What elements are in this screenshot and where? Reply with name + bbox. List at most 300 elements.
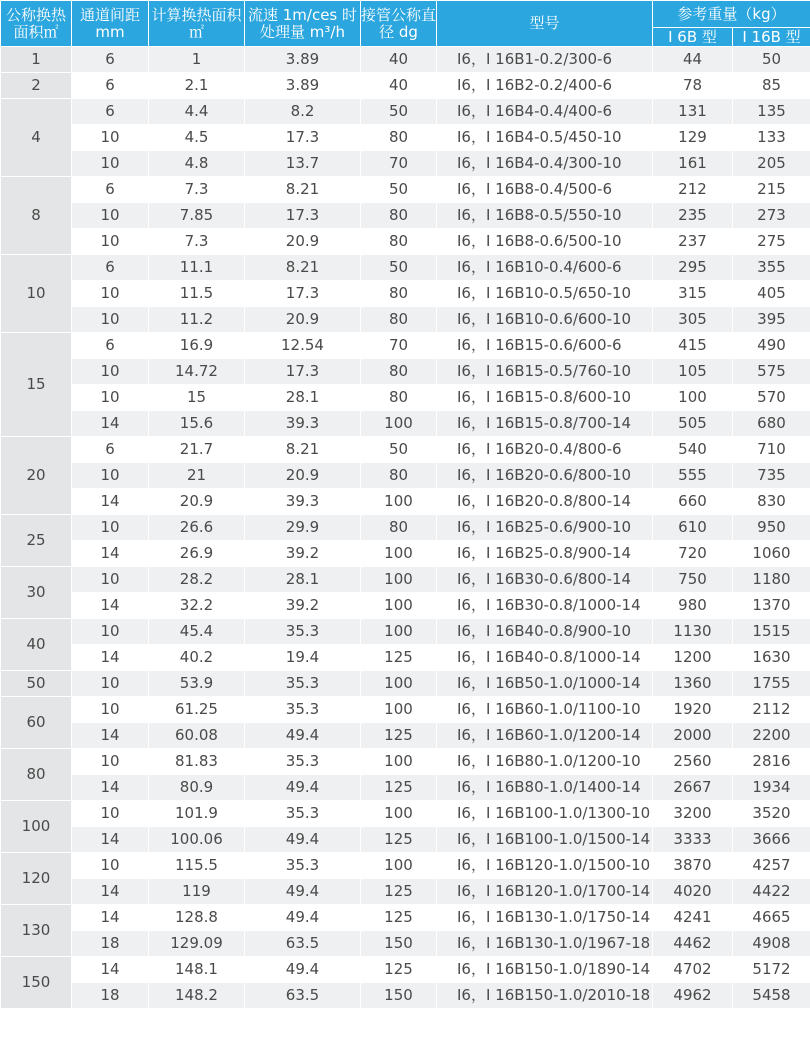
gap-cell: 6: [72, 437, 149, 463]
flow-cell: 39.3: [245, 489, 361, 515]
pipe-cell: 100: [361, 697, 437, 723]
model-cell: I6，I 16B25-0.6/900-10: [437, 515, 653, 541]
weight-16b-cell: 5458: [733, 983, 810, 1009]
gap-cell: 10: [72, 151, 149, 177]
calc-area-cell: 101.9: [149, 801, 245, 827]
gap-cell: 18: [72, 931, 149, 957]
weight-16b-cell: 1515: [733, 619, 810, 645]
weight-6b-cell: 3870: [653, 853, 733, 879]
pipe-cell: 80: [361, 307, 437, 333]
gap-cell: 14: [72, 905, 149, 931]
table-row: [1, 437, 810, 463]
flow-cell: 49.4: [245, 827, 361, 853]
model-cell: I6，I 16B150-1.0/2010-18: [437, 983, 653, 1009]
weight-16b-cell: 133: [733, 125, 810, 151]
table-row: [1, 307, 810, 333]
weight-16b-cell: 215: [733, 177, 810, 203]
calc-area-cell: 21.7: [149, 437, 245, 463]
model-cell: I6，I 16B25-0.8/900-14: [437, 541, 653, 567]
area-cell: 50: [1, 671, 72, 697]
calc-area-cell: 11.2: [149, 307, 245, 333]
gap-cell: 10: [72, 853, 149, 879]
flow-cell: 20.9: [245, 463, 361, 489]
pipe-cell: 70: [361, 333, 437, 359]
table-row: [1, 203, 810, 229]
weight-16b-cell: 85: [733, 73, 810, 99]
pipe-cell: 100: [361, 671, 437, 697]
table-row: [1, 931, 810, 957]
flow-cell: 35.3: [245, 801, 361, 827]
table-row: [1, 359, 810, 385]
flow-cell: 63.5: [245, 931, 361, 957]
model-cell: I6，I 16B50-1.0/1000-14: [437, 671, 653, 697]
pipe-cell: 150: [361, 931, 437, 957]
calc-area-cell: 15.6: [149, 411, 245, 437]
pipe-cell: 50: [361, 177, 437, 203]
header-weight-16b: I 16B 型: [733, 28, 810, 47]
model-cell: I6，I 16B100-1.0/1500-14: [437, 827, 653, 853]
table-row: [1, 905, 810, 931]
calc-area-cell: 2.1: [149, 73, 245, 99]
weight-16b-cell: 1180: [733, 567, 810, 593]
flow-cell: 35.3: [245, 749, 361, 775]
pipe-cell: 80: [361, 515, 437, 541]
calc-area-cell: 14.72: [149, 359, 245, 385]
weight-6b-cell: 315: [653, 281, 733, 307]
area-cell: 10: [1, 255, 72, 333]
calc-area-cell: 7.3: [149, 229, 245, 255]
gap-cell: 10: [72, 515, 149, 541]
weight-6b-cell: 980: [653, 593, 733, 619]
table-row: [1, 619, 810, 645]
weight-6b-cell: 1360: [653, 671, 733, 697]
model-cell: I6，I 16B120-1.0/1500-10: [437, 853, 653, 879]
model-cell: I6，I 16B130-1.0/1967-18: [437, 931, 653, 957]
pipe-cell: 125: [361, 879, 437, 905]
flow-cell: 3.89: [245, 47, 361, 73]
weight-16b-cell: 680: [733, 411, 810, 437]
weight-16b-cell: 395: [733, 307, 810, 333]
calc-area-cell: 115.5: [149, 853, 245, 879]
calc-area-cell: 119: [149, 879, 245, 905]
weight-16b-cell: 4665: [733, 905, 810, 931]
weight-6b-cell: 750: [653, 567, 733, 593]
calc-area-cell: 128.8: [149, 905, 245, 931]
flow-cell: 8.2: [245, 99, 361, 125]
model-cell: I6，I 16B120-1.0/1700-14: [437, 879, 653, 905]
model-cell: I6，I 16B20-0.4/800-6: [437, 437, 653, 463]
model-cell: I6，I 16B10-0.6/600-10: [437, 307, 653, 333]
flow-cell: 20.9: [245, 307, 361, 333]
gap-cell: 14: [72, 775, 149, 801]
pipe-cell: 80: [361, 385, 437, 411]
pipe-cell: 150: [361, 983, 437, 1009]
pipe-cell: 125: [361, 723, 437, 749]
weight-16b-cell: 4422: [733, 879, 810, 905]
weight-16b-cell: 135: [733, 99, 810, 125]
model-cell: I6，I 16B60-1.0/1100-10: [437, 697, 653, 723]
header-calc-area: 计算换热面积㎡: [149, 1, 245, 47]
model-cell: I6，I 16B30-0.8/1000-14: [437, 593, 653, 619]
model-cell: I6，I 16B80-1.0/1400-14: [437, 775, 653, 801]
calc-area-cell: 81.83: [149, 749, 245, 775]
weight-16b-cell: 205: [733, 151, 810, 177]
model-cell: I6，I 16B40-0.8/1000-14: [437, 645, 653, 671]
pipe-cell: 100: [361, 489, 437, 515]
model-cell: I6，I 16B2-0.2/400-6: [437, 73, 653, 99]
pipe-cell: 100: [361, 853, 437, 879]
pipe-cell: 100: [361, 541, 437, 567]
table-row: [1, 281, 810, 307]
table-row: [1, 593, 810, 619]
table-row: [1, 567, 810, 593]
pipe-cell: 50: [361, 255, 437, 281]
flow-cell: 35.3: [245, 619, 361, 645]
gap-cell: 10: [72, 671, 149, 697]
area-cell: 15: [1, 333, 72, 437]
pipe-cell: 80: [361, 281, 437, 307]
weight-6b-cell: 660: [653, 489, 733, 515]
gap-cell: 10: [72, 281, 149, 307]
area-cell: 100: [1, 801, 72, 853]
calc-area-cell: 1: [149, 47, 245, 73]
weight-6b-cell: 2667: [653, 775, 733, 801]
weight-6b-cell: 1130: [653, 619, 733, 645]
gap-cell: 10: [72, 307, 149, 333]
weight-6b-cell: 4241: [653, 905, 733, 931]
flow-cell: 49.4: [245, 905, 361, 931]
table-row: [1, 749, 810, 775]
pipe-cell: 125: [361, 957, 437, 983]
weight-6b-cell: 540: [653, 437, 733, 463]
weight-16b-cell: 2112: [733, 697, 810, 723]
weight-16b-cell: 4908: [733, 931, 810, 957]
flow-cell: 49.4: [245, 723, 361, 749]
weight-16b-cell: 273: [733, 203, 810, 229]
weight-6b-cell: 129: [653, 125, 733, 151]
area-cell: 4: [1, 99, 72, 177]
table-row: [1, 411, 810, 437]
area-cell: 120: [1, 853, 72, 905]
weight-6b-cell: 3333: [653, 827, 733, 853]
pipe-cell: 100: [361, 749, 437, 775]
flow-cell: 28.1: [245, 567, 361, 593]
pipe-cell: 125: [361, 645, 437, 671]
gap-cell: 6: [72, 333, 149, 359]
calc-area-cell: 28.2: [149, 567, 245, 593]
pipe-cell: 125: [361, 827, 437, 853]
calc-area-cell: 7.3: [149, 177, 245, 203]
calc-area-cell: 4.8: [149, 151, 245, 177]
gap-cell: 10: [72, 359, 149, 385]
weight-6b-cell: 212: [653, 177, 733, 203]
flow-cell: 63.5: [245, 983, 361, 1009]
calc-area-cell: 11.5: [149, 281, 245, 307]
weight-16b-cell: 2816: [733, 749, 810, 775]
table-row: [1, 879, 810, 905]
calc-area-cell: 148.2: [149, 983, 245, 1009]
flow-cell: 28.1: [245, 385, 361, 411]
model-cell: I6，I 16B4-0.4/300-10: [437, 151, 653, 177]
weight-6b-cell: 610: [653, 515, 733, 541]
calc-area-cell: 4.4: [149, 99, 245, 125]
table-row: [1, 73, 810, 99]
calc-area-cell: 16.9: [149, 333, 245, 359]
gap-cell: 10: [72, 229, 149, 255]
weight-16b-cell: 275: [733, 229, 810, 255]
table-row: [1, 697, 810, 723]
weight-6b-cell: 237: [653, 229, 733, 255]
pipe-cell: 70: [361, 151, 437, 177]
weight-16b-cell: 830: [733, 489, 810, 515]
flow-cell: 8.21: [245, 255, 361, 281]
model-cell: I6，I 16B8-0.6/500-10: [437, 229, 653, 255]
flow-cell: 8.21: [245, 177, 361, 203]
area-cell: 40: [1, 619, 72, 671]
gap-cell: 14: [72, 411, 149, 437]
weight-16b-cell: 405: [733, 281, 810, 307]
weight-6b-cell: 235: [653, 203, 733, 229]
pipe-cell: 100: [361, 567, 437, 593]
model-cell: I6，I 16B4-0.5/450-10: [437, 125, 653, 151]
header-flow: 流速 1m/ces 时处理量 m³/h: [245, 1, 361, 47]
calc-area-cell: 129.09: [149, 931, 245, 957]
gap-cell: 18: [72, 983, 149, 1009]
weight-6b-cell: 305: [653, 307, 733, 333]
weight-6b-cell: 78: [653, 73, 733, 99]
gap-cell: 14: [72, 541, 149, 567]
table-row: [1, 99, 810, 125]
area-cell: 20: [1, 437, 72, 515]
model-cell: I6，I 16B60-1.0/1200-14: [437, 723, 653, 749]
weight-16b-cell: 355: [733, 255, 810, 281]
weight-6b-cell: 4020: [653, 879, 733, 905]
header-weight: 参考重量（kg）: [653, 1, 810, 28]
table-row: [1, 47, 810, 73]
weight-6b-cell: 295: [653, 255, 733, 281]
table-header: [1, 1, 810, 47]
gap-cell: 10: [72, 567, 149, 593]
pipe-cell: 80: [361, 125, 437, 151]
calc-area-cell: 4.5: [149, 125, 245, 151]
pipe-cell: 100: [361, 593, 437, 619]
calc-area-cell: 26.9: [149, 541, 245, 567]
pipe-cell: 40: [361, 47, 437, 73]
table-row: [1, 775, 810, 801]
table-row: [1, 229, 810, 255]
header-model: 型号: [437, 1, 653, 47]
flow-cell: 17.3: [245, 359, 361, 385]
table-row: [1, 645, 810, 671]
gap-cell: 10: [72, 203, 149, 229]
pipe-cell: 100: [361, 411, 437, 437]
table-row: [1, 827, 810, 853]
flow-cell: 35.3: [245, 697, 361, 723]
model-cell: I6，I 16B10-0.5/650-10: [437, 281, 653, 307]
pipe-cell: 50: [361, 99, 437, 125]
gap-cell: 14: [72, 593, 149, 619]
model-cell: I6，I 16B40-0.8/900-10: [437, 619, 653, 645]
weight-6b-cell: 131: [653, 99, 733, 125]
gap-cell: 14: [72, 827, 149, 853]
weight-16b-cell: 1934: [733, 775, 810, 801]
weight-6b-cell: 1200: [653, 645, 733, 671]
area-cell: 130: [1, 905, 72, 957]
area-cell: 25: [1, 515, 72, 567]
pipe-cell: 50: [361, 437, 437, 463]
table-row: [1, 801, 810, 827]
weight-16b-cell: 710: [733, 437, 810, 463]
pipe-cell: 80: [361, 203, 437, 229]
calc-area-cell: 26.6: [149, 515, 245, 541]
flow-cell: 35.3: [245, 853, 361, 879]
weight-6b-cell: 44: [653, 47, 733, 73]
weight-16b-cell: 2200: [733, 723, 810, 749]
header-pipe: 接管公称直径 dg: [361, 1, 437, 47]
calc-area-cell: 11.1: [149, 255, 245, 281]
table-row: [1, 957, 810, 983]
weight-16b-cell: 50: [733, 47, 810, 73]
weight-6b-cell: 105: [653, 359, 733, 385]
gap-cell: 6: [72, 99, 149, 125]
weight-6b-cell: 4962: [653, 983, 733, 1009]
gap-cell: 10: [72, 697, 149, 723]
model-cell: I6，I 16B8-0.4/500-6: [437, 177, 653, 203]
model-cell: I6，I 16B10-0.4/600-6: [437, 255, 653, 281]
area-cell: 30: [1, 567, 72, 619]
weight-6b-cell: 555: [653, 463, 733, 489]
weight-16b-cell: 735: [733, 463, 810, 489]
calc-area-cell: 40.2: [149, 645, 245, 671]
table-row: [1, 671, 810, 697]
weight-6b-cell: 4462: [653, 931, 733, 957]
gap-cell: 14: [72, 723, 149, 749]
flow-cell: 39.2: [245, 541, 361, 567]
table-row: [1, 177, 810, 203]
weight-16b-cell: 950: [733, 515, 810, 541]
gap-cell: 14: [72, 645, 149, 671]
calc-area-cell: 80.9: [149, 775, 245, 801]
weight-16b-cell: 575: [733, 359, 810, 385]
model-cell: I6，I 16B20-0.8/800-14: [437, 489, 653, 515]
flow-cell: 3.89: [245, 73, 361, 99]
weight-16b-cell: 5172: [733, 957, 810, 983]
table-row: [1, 463, 810, 489]
flow-cell: 12.54: [245, 333, 361, 359]
area-cell: 60: [1, 697, 72, 749]
table-row: [1, 983, 810, 1009]
flow-cell: 29.9: [245, 515, 361, 541]
gap-cell: 6: [72, 47, 149, 73]
gap-cell: 6: [72, 73, 149, 99]
weight-6b-cell: 505: [653, 411, 733, 437]
calc-area-cell: 148.1: [149, 957, 245, 983]
weight-16b-cell: 1630: [733, 645, 810, 671]
weight-16b-cell: 3666: [733, 827, 810, 853]
model-cell: I6，I 16B130-1.0/1750-14: [437, 905, 653, 931]
flow-cell: 49.4: [245, 775, 361, 801]
model-cell: I6，I 16B15-0.6/600-6: [437, 333, 653, 359]
header-gap: 通道间距 mm: [72, 1, 149, 47]
calc-area-cell: 7.85: [149, 203, 245, 229]
weight-16b-cell: 1370: [733, 593, 810, 619]
table-row: [1, 853, 810, 879]
flow-cell: 49.4: [245, 879, 361, 905]
table-body: [1, 47, 810, 1009]
table-row: [1, 385, 810, 411]
table-row: [1, 489, 810, 515]
flow-cell: 49.4: [245, 957, 361, 983]
model-cell: I6，I 16B4-0.4/400-6: [437, 99, 653, 125]
gap-cell: 10: [72, 801, 149, 827]
model-cell: I6，I 16B150-1.0/1890-14: [437, 957, 653, 983]
model-cell: I6，I 16B15-0.8/600-10: [437, 385, 653, 411]
table-row: [1, 541, 810, 567]
calc-area-cell: 21: [149, 463, 245, 489]
calc-area-cell: 61.25: [149, 697, 245, 723]
calc-area-cell: 32.2: [149, 593, 245, 619]
gap-cell: 10: [72, 463, 149, 489]
weight-6b-cell: 2560: [653, 749, 733, 775]
pipe-cell: 80: [361, 463, 437, 489]
calc-area-cell: 60.08: [149, 723, 245, 749]
flow-cell: 17.3: [245, 203, 361, 229]
model-cell: I6，I 16B100-1.0/1300-10: [437, 801, 653, 827]
table-row: [1, 255, 810, 281]
area-cell: 2: [1, 73, 72, 99]
gap-cell: 10: [72, 385, 149, 411]
area-cell: 8: [1, 177, 72, 255]
weight-6b-cell: 415: [653, 333, 733, 359]
model-cell: I6，I 16B30-0.6/800-14: [437, 567, 653, 593]
pipe-cell: 80: [361, 359, 437, 385]
weight-16b-cell: 1755: [733, 671, 810, 697]
weight-6b-cell: 3200: [653, 801, 733, 827]
gap-cell: 6: [72, 177, 149, 203]
flow-cell: 39.2: [245, 593, 361, 619]
weight-16b-cell: 3520: [733, 801, 810, 827]
flow-cell: 17.3: [245, 125, 361, 151]
weight-6b-cell: 100: [653, 385, 733, 411]
table-row: [1, 151, 810, 177]
calc-area-cell: 100.06: [149, 827, 245, 853]
gap-cell: 14: [72, 879, 149, 905]
weight-6b-cell: 1920: [653, 697, 733, 723]
flow-cell: 13.7: [245, 151, 361, 177]
gap-cell: 6: [72, 255, 149, 281]
weight-16b-cell: 570: [733, 385, 810, 411]
weight-6b-cell: 720: [653, 541, 733, 567]
calc-area-cell: 20.9: [149, 489, 245, 515]
calc-area-cell: 15: [149, 385, 245, 411]
pipe-cell: 100: [361, 801, 437, 827]
flow-cell: 19.4: [245, 645, 361, 671]
model-cell: I6，I 16B15-0.5/760-10: [437, 359, 653, 385]
model-cell: I6，I 16B1-0.2/300-6: [437, 47, 653, 73]
pipe-cell: 125: [361, 775, 437, 801]
gap-cell: 10: [72, 125, 149, 151]
model-cell: I6，I 16B20-0.6/800-10: [437, 463, 653, 489]
model-cell: I6，I 16B15-0.8/700-14: [437, 411, 653, 437]
pipe-cell: 80: [361, 229, 437, 255]
flow-cell: 35.3: [245, 671, 361, 697]
gap-cell: 10: [72, 619, 149, 645]
calc-area-cell: 45.4: [149, 619, 245, 645]
header-weight-6b: I 6B 型: [653, 28, 733, 47]
pipe-cell: 100: [361, 619, 437, 645]
model-cell: I6，I 16B80-1.0/1200-10: [437, 749, 653, 775]
weight-16b-cell: 4257: [733, 853, 810, 879]
